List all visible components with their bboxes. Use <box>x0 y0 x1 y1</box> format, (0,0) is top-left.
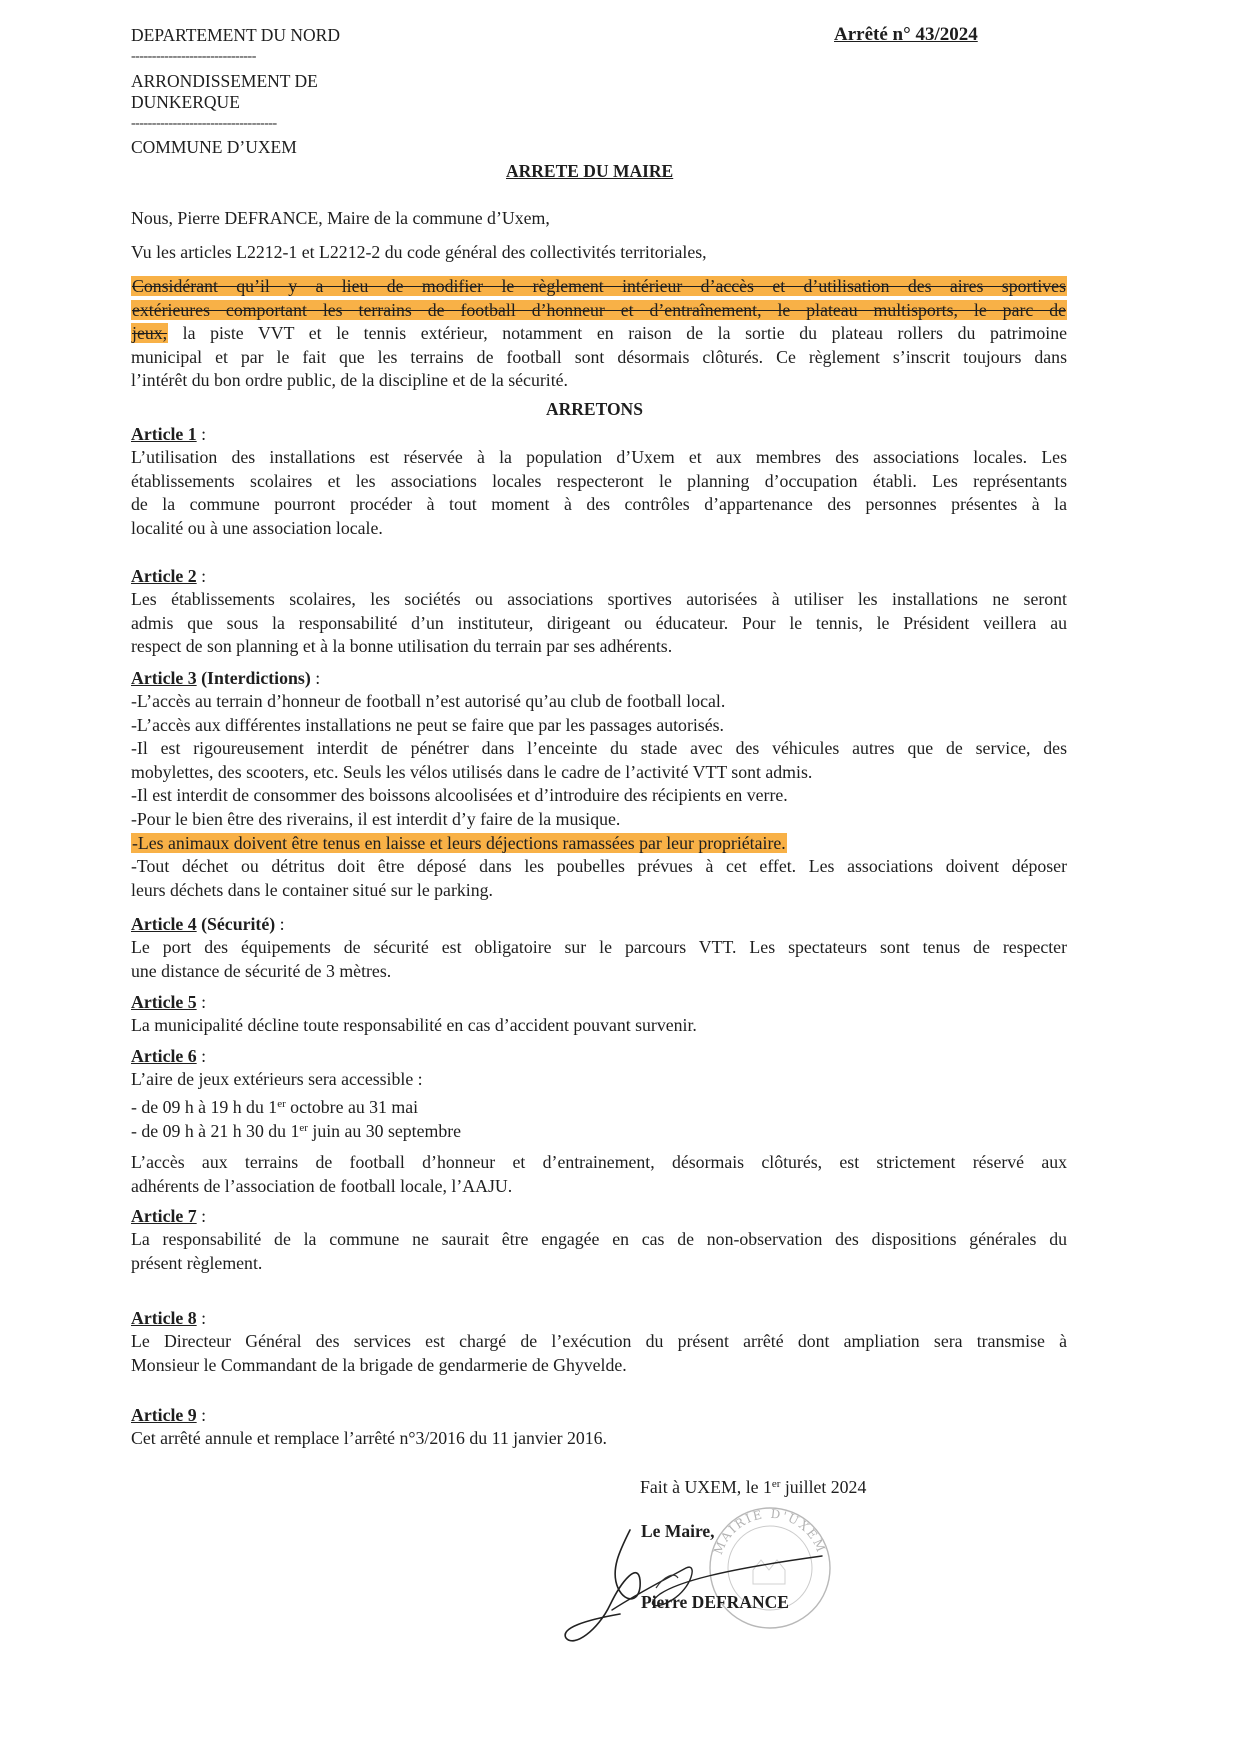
article-1-heading <box>131 423 206 446</box>
article-suffix: : <box>196 1405 207 1425</box>
article-line: Les établissements scolaires, les sociétés ou associations sportives autorisées à utiliser les installations ne seront <box>131 589 1067 609</box>
article-subtitle: (Sécurité) <box>196 914 276 934</box>
article-3-body <box>131 690 1067 902</box>
article-suffix: : <box>310 668 321 688</box>
article-line: présent règlement. <box>131 1252 263 1273</box>
list-item: leurs déchets dans le container situé sur le parking. <box>131 879 493 900</box>
article-suffix: : <box>275 914 285 934</box>
date-text: juillet 2024 <box>780 1477 867 1497</box>
article-8-body <box>131 1330 1067 1377</box>
ordinal-sup: er <box>277 1098 286 1110</box>
highlighted-text: jeux, <box>132 323 168 344</box>
list-item: -L’accès au terrain d’honneur de football n’est autorisé qu’au club de football local. <box>131 691 726 711</box>
article-label: Article 1 <box>131 424 197 444</box>
article-line: respect de son planning et à la bonne utilisation du terrain par ses adhérents. <box>131 636 673 657</box>
article-line: admis que sous la responsabilité d’un instituteur, dirigeant ou éducateur. Pour le tennis, le Président veillera au <box>131 612 1067 633</box>
arretons-heading: ARRETONS <box>546 399 643 419</box>
article-suffix: : <box>196 566 207 586</box>
page-title: ARRETE DU MAIRE <box>506 161 674 181</box>
list-item: -L’accès aux différentes installations ne peut se faire que par les passages autorisés. <box>131 714 724 735</box>
article-2-heading <box>131 565 206 588</box>
schedule-text: - de 09 h à 19 h du 1 <box>131 1097 278 1117</box>
article-label: Article 8 <box>131 1308 197 1328</box>
article-suffix: : <box>196 1046 207 1066</box>
stamp-text: MAIRIE D'UXEM <box>710 1506 829 1557</box>
article-label: Article 3 <box>131 668 197 688</box>
article-label: Article 4 <box>131 914 197 934</box>
article-line: adhérents de l’association de football locale, l’AAJU. <box>131 1175 513 1196</box>
mayor-name: Pierre DEFRANCE <box>641 1592 789 1612</box>
handwritten-signature <box>560 1510 860 1660</box>
list-item: -Il est rigoureusement interdit de pénétrer dans l’enceinte du stade avec des véhicules autres que de service, des <box>131 738 1067 759</box>
article-7-body <box>131 1228 1067 1275</box>
article-1-body <box>131 446 1067 540</box>
article-line: La responsabilité de la commune ne saurait être engagée en cas de non-observation des dispositions générales du <box>131 1229 1067 1249</box>
highlighted-text: extérieures comportant les terrains de football d’honneur et d’entraînement, le plateau multisports, le parc de <box>132 299 1066 320</box>
commune-label: COMMUNE D’UXEM <box>131 137 297 157</box>
article-7-heading <box>131 1205 206 1228</box>
le-maire-label: Le Maire, <box>641 1521 715 1541</box>
article-label: Article 5 <box>131 992 197 1012</box>
article-line: L’utilisation des installations est réservée à la population d’Uxem et aux membres des associations locales. Les <box>131 447 1067 467</box>
arrete-number: Arrêté n° 43/2024 <box>834 24 978 45</box>
article-suffix: : <box>196 424 207 444</box>
preamble-text: municipal et par le fait que les terrains de football sont désormais clôturés. Ce règlement s’inscrit toujours dans <box>131 346 1067 367</box>
article-4-body <box>131 936 1067 983</box>
highlighted-text: Considérant qu’il y a lieu de modifier le règlement intérieur d’accès et d’utilisation des aires sportives <box>132 276 1066 296</box>
list-item: -Pour le bien être des riverains, il est interdit d’y faire de la musique. <box>131 808 621 829</box>
schedule-text: juin au 30 septembre <box>307 1121 462 1141</box>
article-6-football <box>131 1151 1067 1198</box>
schedule-line <box>131 1120 1067 1144</box>
preamble-text: la piste VVT et le tennis extérieur, notamment en raison de la sortie du plateau rollers du patrimoine <box>168 323 1067 344</box>
header-separator: ----------------------------------- <box>131 116 277 131</box>
article-8-heading <box>131 1307 206 1330</box>
article-label: Article 2 <box>131 566 197 586</box>
article-label: Article 9 <box>131 1405 197 1425</box>
article-line: une distance de sécurité de 3 mètres. <box>131 960 392 981</box>
article-9-body: Cet arrêté annule et remplace l’arrêté n°3/2016 du 11 janvier 2016. <box>131 1428 607 1448</box>
preamble-considerant <box>131 275 1067 393</box>
article-4-heading <box>131 913 285 936</box>
preamble-vu: Vu les articles L2212-1 et L2212-2 du code général des collectivités territoriales, <box>131 242 707 262</box>
arrondissement-city: DUNKERQUE <box>131 92 240 112</box>
highlighted-text: -Les animaux doivent être tenus en laisse et leurs déjections ramassées par leur propriétaire. <box>132 832 786 853</box>
schedule-text: octobre au 31 mai <box>285 1097 419 1117</box>
article-line: Le port des équipements de sécurité est obligatoire sur le parcours VTT. Les spectateurs sont tenus de respecter <box>131 937 1067 957</box>
arrondissement-label: ARRONDISSEMENT DE <box>131 71 318 91</box>
article-label: Article 7 <box>131 1206 197 1226</box>
date-text: Fait à UXEM, le 1 <box>640 1477 772 1497</box>
ordinal-sup: er <box>299 1122 308 1134</box>
article-line: établissements scolaires et les associations locales respecteront le planning d’occupation établi. Les représentants <box>131 470 1067 491</box>
article-5-heading <box>131 991 206 1014</box>
department-label: DEPARTEMENT DU NORD <box>131 25 340 45</box>
preamble-text: l’intérêt du bon ordre public, de la discipline et de la sécurité. <box>131 370 568 391</box>
article-line: L’accès aux terrains de football d’honneur et d’entrainement, désormais clôturés, est strictement réservé aux <box>131 1152 1067 1172</box>
article-2-body <box>131 588 1067 659</box>
list-item: -Tout déchet ou détritus doit être déposé dans les poubelles prévues à cet effet. Les associations doivent déposer <box>131 856 1067 877</box>
article-line: Monsieur le Commandant de la brigade de gendarmerie de Ghyvelde. <box>131 1354 627 1375</box>
signature-date <box>640 1476 1000 1500</box>
list-item: -Il est interdit de consommer des boissons alcoolisées et d’introduire des récipients en verre. <box>131 785 788 806</box>
article-line: localité ou à une association locale. <box>131 517 383 538</box>
article-6-intro: L’aire de jeux extérieurs sera accessible : <box>131 1069 423 1089</box>
article-3-heading <box>131 667 320 690</box>
article-suffix: : <box>196 992 207 1012</box>
schedule-line <box>131 1096 1067 1120</box>
ordinal-sup: er <box>771 1478 781 1490</box>
article-5-body: La municipalité décline toute responsabilité en cas d’accident pouvant survenir. <box>131 1015 697 1035</box>
header-separator: ------------------------------ <box>131 49 256 64</box>
article-subtitle: (Interdictions) <box>196 668 311 688</box>
list-item: mobylettes, des scooters, etc. Seuls les vélos utilisés dans le cadre de l’activité VTT sont admis. <box>131 761 813 782</box>
schedule-text: - de 09 h à 21 h 30 du 1 <box>131 1121 300 1141</box>
article-suffix: : <box>196 1308 207 1328</box>
preamble-nous: Nous, Pierre DEFRANCE, Maire de la commune d’Uxem, <box>131 208 550 228</box>
article-line: Le Directeur Général des services est chargé de l’exécution du présent arrêté dont ampliation sera transmise à <box>131 1331 1067 1351</box>
article-suffix: : <box>196 1206 207 1226</box>
article-9-heading <box>131 1404 206 1427</box>
article-label: Article 6 <box>131 1046 197 1066</box>
article-line: de la commune pourront procéder à tout moment à des contrôles d’appartenance des personnes présentes à la <box>131 494 1067 515</box>
article-6-heading <box>131 1045 206 1068</box>
